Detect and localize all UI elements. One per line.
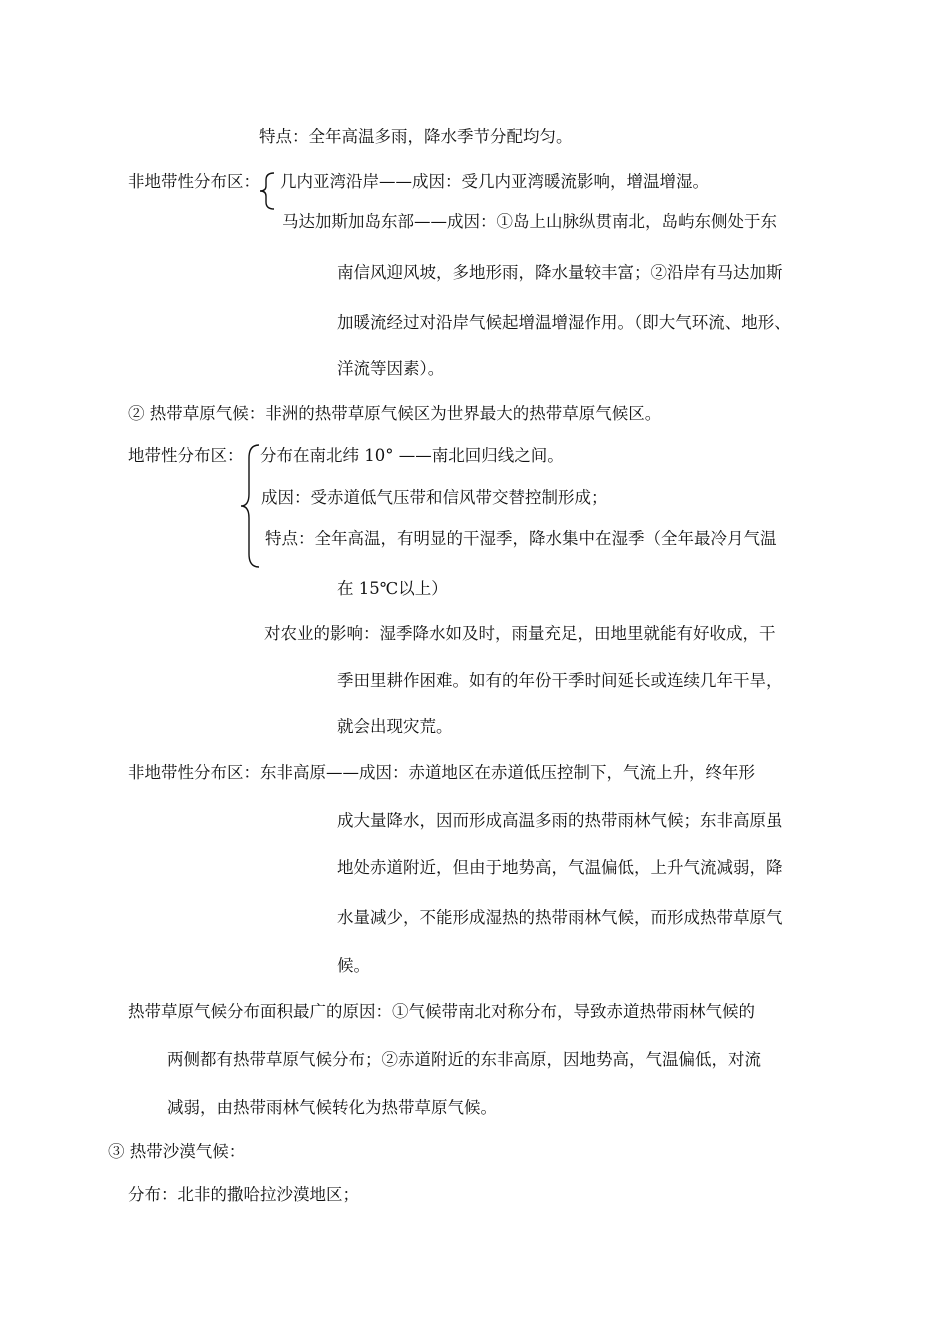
text-line: 水量减少，不能形成湿热的热带雨林气候，而形成热带草原气: [337, 908, 783, 927]
text-line: 特点：全年高温多雨，降水季节分配均匀。: [259, 127, 573, 146]
text-line: 候。: [337, 956, 370, 975]
text-line: 成大量降水，因而形成高温多雨的热带雨林气候；东非高原虽: [337, 811, 783, 830]
text-line: 对农业的影响：湿季降水如及时，雨量充足，田地里就能有好收成，干: [264, 624, 776, 643]
text-line: 地带性分布区：: [128, 446, 244, 465]
text-line: 减弱，由热带雨林气候转化为热带草原气候。: [167, 1098, 497, 1117]
text-line: 马达加斯加岛东部——成因：①岛上山脉纵贯南北，岛屿东侧处于东: [282, 212, 777, 231]
text-line: 热带草原气候分布面积最广的原因：①气候带南北对称分布，导致赤道热带雨林气候的: [128, 1002, 755, 1021]
brace-icon: [237, 442, 263, 570]
brace-icon: [254, 170, 280, 212]
text-line: 成因：受赤道低气压带和信风带交替控制形成；: [261, 488, 608, 507]
text-line: 季田里耕作困难。如有的年份干季时间延长或连续几年干旱，: [337, 671, 783, 690]
text-line: 几内亚湾沿岸——成因：受几内亚湾暖流影响，增温增湿。: [280, 172, 709, 191]
text-line: ② 热带草原气候：非洲的热带草原气候区为世界最大的热带草原气候区。: [128, 404, 662, 423]
text-line: 分布在南北纬 10° ——南北回归线之间。: [260, 446, 564, 465]
text-line: 在 15℃以上）: [337, 579, 448, 598]
text-line: 洋流等因素）。: [337, 359, 445, 378]
text-line: 就会出现灾荒。: [337, 717, 453, 736]
text-line: 两侧都有热带草原气候分布；②赤道附近的东非高原，因地势高，气温偏低，对流: [167, 1050, 761, 1069]
text-line: 分布：北非的撒哈拉沙漠地区；: [128, 1185, 359, 1204]
text-line: 特点：全年高温，有明显的干湿季，降水集中在湿季（全年最冷月气温: [265, 529, 777, 548]
text-line: 非地带性分布区：: [128, 172, 260, 191]
text-line: 地处赤道附近，但由于地势高，气温偏低，上升气流减弱，降: [337, 858, 783, 877]
text-line: ③ 热带沙漠气候：: [108, 1142, 246, 1161]
text-line: 加暖流经过对沿岸气候起增温增湿作用。（即大气环流、地形、: [337, 313, 791, 332]
text-line: 非地带性分布区：东非高原——成因：赤道地区在赤道低压控制下，气流上升，终年形: [128, 763, 755, 782]
text-line: 南信风迎风坡，多地形雨，降水量较丰富；②沿岸有马达加斯: [337, 263, 783, 282]
